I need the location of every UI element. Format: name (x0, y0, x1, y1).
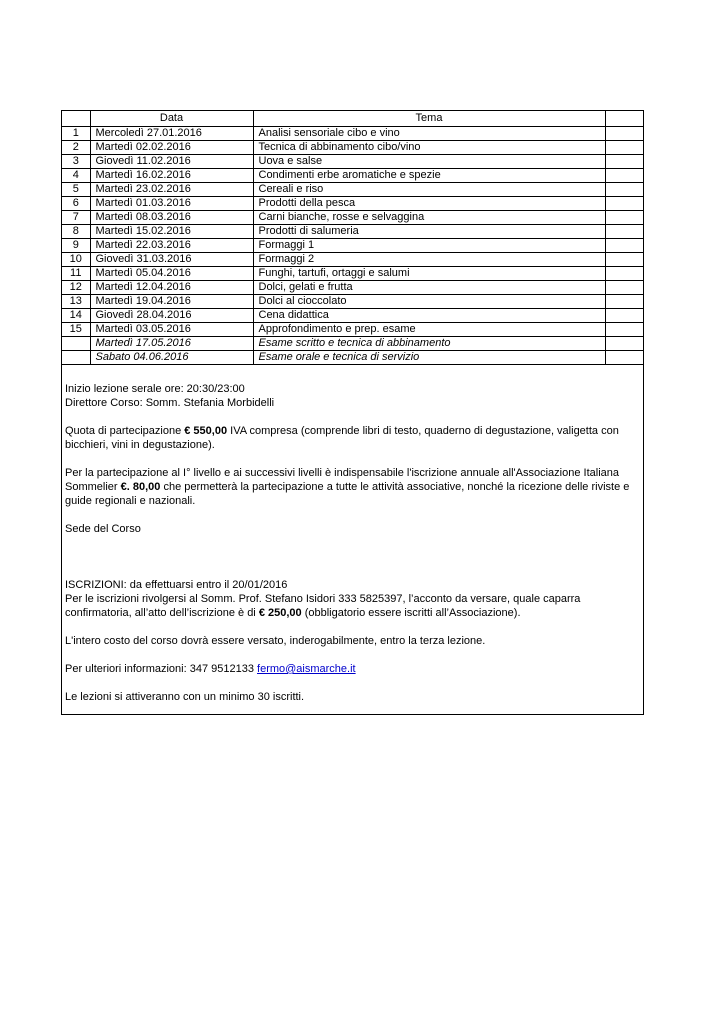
table-row (62, 155, 643, 169)
row-topic: Prodotti della pesca (253, 197, 605, 211)
deposit-amount: € 250,00 (258, 607, 302, 619)
row-extra (605, 183, 643, 197)
row-date: Giovedì 31.03.2016 (90, 253, 253, 267)
header-date: Data (90, 111, 253, 127)
row-number: 5 (62, 183, 90, 197)
row-extra (605, 267, 643, 281)
table-row (62, 337, 643, 351)
table-row (62, 267, 643, 281)
row-extra (605, 169, 643, 183)
membership-amount: €. 80,00 (120, 481, 161, 493)
row-extra (605, 351, 643, 365)
row-topic: Approfondimento e prep. esame (253, 323, 605, 337)
row-topic: Formaggi 1 (253, 239, 605, 253)
row-extra (605, 309, 643, 323)
contact-text: Per ulteriori informazioni: 347 9512133 (65, 663, 258, 675)
row-date: Giovedì 11.02.2016 (90, 155, 253, 169)
table-row (62, 127, 643, 141)
row-number (62, 337, 90, 351)
row-topic: Esame scritto e tecnica di abbinamento (253, 337, 605, 351)
table-row (62, 183, 643, 197)
row-topic: Formaggi 2 (253, 253, 605, 267)
registration-deadline: ISCRIZIONI: da effettuarsi entro il 20/01/2016 (65, 579, 288, 591)
table-row (62, 253, 643, 267)
venue-label: Sede del Corso (65, 523, 141, 535)
row-date: Martedì 23.02.2016 (90, 183, 253, 197)
row-topic: Esame orale e tecnica di servizio (253, 351, 605, 365)
row-topic: Dolci, gelati e frutta (253, 281, 605, 295)
table-row (62, 211, 643, 225)
row-extra (605, 253, 643, 267)
row-number: 7 (62, 211, 90, 225)
row-date: Martedì 08.03.2016 (90, 211, 253, 225)
row-date: Giovedì 28.04.2016 (90, 309, 253, 323)
row-extra (605, 141, 643, 155)
table-row (62, 351, 643, 365)
registration-note: (obbligatorio essere iscritti all’Associazione). (301, 607, 521, 619)
row-topic: Carni bianche, rosse e selvaggina (253, 211, 605, 225)
row-extra (605, 211, 643, 225)
row-topic: Cereali e riso (253, 183, 605, 197)
row-extra (605, 281, 643, 295)
minimum-note: Le lezioni si attiveranno con un minimo 30 iscritti. (65, 691, 305, 703)
row-number: 8 (62, 225, 90, 239)
row-extra (605, 323, 643, 337)
payment-note: L'intero costo del corso dovrà essere versato, inderogabilmente, entro la terza lezione. (65, 635, 486, 647)
row-number: 11 (62, 267, 90, 281)
contact-paragraph (65, 662, 638, 676)
row-number: 3 (62, 155, 90, 169)
row-date: Martedì 19.04.2016 (90, 295, 253, 309)
row-number: 9 (62, 239, 90, 253)
row-topic: Cena didattica (253, 309, 605, 323)
row-extra (605, 295, 643, 309)
row-topic: Dolci al cioccolato (253, 295, 605, 309)
row-number: 4 (62, 169, 90, 183)
row-extra (605, 155, 643, 169)
fee-details: IVA compresa (comprende libri di testo, quaderno di degustazione, valigetta con bicchieri, vini in degustazione). (65, 425, 619, 451)
row-number (62, 351, 90, 365)
row-topic: Uova e salse (253, 155, 605, 169)
fee-paragraph (65, 424, 638, 452)
table-row (62, 239, 643, 253)
header-extra (605, 111, 643, 127)
row-topic: Condimenti erbe aromatiche e spezie (253, 169, 605, 183)
row-extra (605, 239, 643, 253)
row-date: Martedì 03.05.2016 (90, 323, 253, 337)
row-date: Martedì 05.04.2016 (90, 267, 253, 281)
table-row (62, 309, 643, 323)
schedule-info (65, 382, 638, 410)
table-row (62, 281, 643, 295)
membership-details: che permetterà la partecipazione a tutte le attività associative, nonché la ricezione delle riviste e guide regionali e nazionali. (65, 481, 630, 507)
row-date: Sabato 04.06.2016 (90, 351, 253, 365)
fee-amount: € 550,00 (184, 425, 228, 437)
course-document (61, 110, 644, 715)
row-topic: Prodotti di salumeria (253, 225, 605, 239)
row-number: 13 (62, 295, 90, 309)
table-row (62, 225, 643, 239)
row-number: 6 (62, 197, 90, 211)
schedule-table (62, 111, 643, 364)
header-num (62, 111, 90, 127)
row-extra (605, 197, 643, 211)
table-header-row (62, 111, 643, 127)
row-number: 10 (62, 253, 90, 267)
contact-email-link[interactable]: fermo@aismarche.it (257, 663, 356, 675)
lesson-time: Inizio lezione serale ore: 20:30/23:00 (65, 383, 245, 395)
row-date: Martedì 16.02.2016 (90, 169, 253, 183)
table-row (62, 295, 643, 309)
row-topic: Funghi, tartufi, ortaggi e salumi (253, 267, 605, 281)
table-row (62, 197, 643, 211)
row-date: Martedì 02.02.2016 (90, 141, 253, 155)
registration-paragraph (65, 578, 638, 620)
row-number: 15 (62, 323, 90, 337)
row-date: Martedì 22.03.2016 (90, 239, 253, 253)
row-date: Martedì 15.02.2016 (90, 225, 253, 239)
table-row (62, 169, 643, 183)
table-row (62, 323, 643, 337)
header-topic: Tema (253, 111, 605, 127)
row-extra (605, 337, 643, 351)
row-date: Martedì 01.03.2016 (90, 197, 253, 211)
course-director: Direttore Corso: Somm. Stefania Morbidelli (65, 397, 275, 409)
course-info (62, 364, 643, 714)
row-number: 1 (62, 127, 90, 141)
row-topic: Tecnica di abbinamento cibo/vino (253, 141, 605, 155)
membership-paragraph (65, 466, 638, 508)
membership-text: Per la partecipazione al I° livello e ai successivi livelli è indispensabile l'iscrizione annuale all'Associazione Italiana Sommelier (65, 467, 620, 493)
registration-text: Per le iscrizioni rivolgersi al Somm. Prof. Stefano Isidori 333 5825397, l’acconto da versare, quale caparra confirmatoria, all’atto dell’iscrizione è di (65, 593, 581, 619)
row-date: Martedì 12.04.2016 (90, 281, 253, 295)
row-extra (605, 225, 643, 239)
table-row (62, 141, 643, 155)
row-number: 2 (62, 141, 90, 155)
row-extra (605, 127, 643, 141)
row-number: 14 (62, 309, 90, 323)
fee-text: Quota di partecipazione (65, 425, 185, 437)
row-date: Mercoledì 27.01.2016 (90, 127, 253, 141)
row-number: 12 (62, 281, 90, 295)
row-topic: Analisi sensoriale cibo e vino (253, 127, 605, 141)
row-date: Martedì 17.05.2016 (90, 337, 253, 351)
